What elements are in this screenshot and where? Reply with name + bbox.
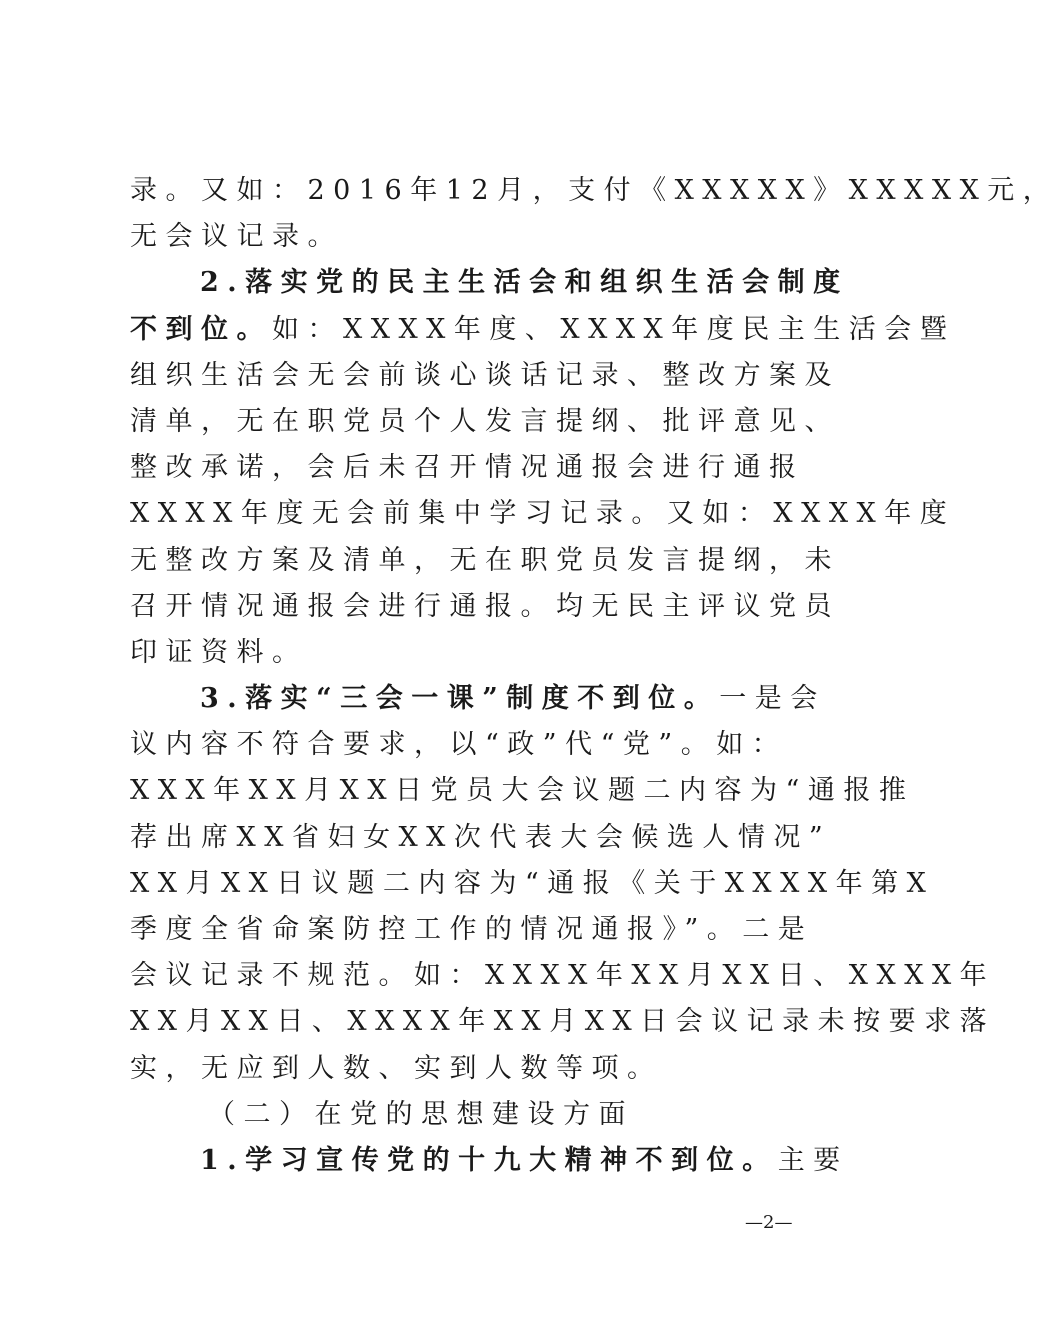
section-heading: 3.落实“三会一课”制度不到位。一是会 bbox=[200, 683, 826, 715]
body-text bbox=[130, 168, 1058, 1184]
text-line: 季度全省命案防控工作的情况通报》”。二是 bbox=[130, 914, 814, 945]
text-line: XX月XX日、XXXX年XX月XX日会议记录未按要求落 bbox=[130, 1006, 996, 1038]
text-line: 召开情况通报会进行通报。均无民主评议党员 bbox=[130, 590, 840, 622]
text-line: 录。又如：2016年12月，支付《XXXXX》XXXXX元， bbox=[130, 175, 1058, 206]
text-line: XXXX年度无会前集中学习记录。又如：XXXX年度 bbox=[130, 498, 956, 530]
text-line: 议内容不符合要求，以“政”代“党”。如： bbox=[130, 729, 788, 761]
section-heading: 1.学习宣传党的十九大精神不到位。主要 bbox=[200, 1144, 849, 1176]
subsection-title: （二）在党的思想建设方面 bbox=[208, 1098, 634, 1130]
section-heading: 2.落实党的民主生活会和组织生活会制度 bbox=[200, 267, 849, 299]
text-line: 组织生活会无会前谈心谈话记录、整改方案及 bbox=[130, 359, 840, 391]
text-line: XX月XX日议题二内容为“通报《关于XXXX年第X bbox=[130, 867, 935, 899]
text-line: 会议记录不规范。如：XXXX年XX月XX日、XXXX年 bbox=[130, 960, 996, 992]
text-line: 实，无应到人数、实到人数等项。 bbox=[130, 1052, 663, 1084]
text-line: XXX年XX月XX日党员大会议题二内容为“通报推 bbox=[130, 775, 915, 807]
text-line: 清单，无在职党员个人发言提纲、批评意见、 bbox=[130, 405, 840, 437]
page-number: —2— bbox=[745, 1212, 793, 1233]
text-line: 无会议记录。 bbox=[130, 221, 343, 253]
text-line: 整改承诺，会后未召开情况通报会进行通报 bbox=[130, 452, 805, 484]
text-line: 不到位。如：XXXX年度、XXXX年度民主生活会暨 bbox=[130, 313, 956, 345]
text-line: 荐出席XX省妇女XX次代表大会候选人情况” bbox=[130, 821, 832, 853]
text-line: 印证资料。 bbox=[130, 636, 308, 668]
text-line: 无整改方案及清单，无在职党员发言提纲，未 bbox=[130, 544, 840, 576]
